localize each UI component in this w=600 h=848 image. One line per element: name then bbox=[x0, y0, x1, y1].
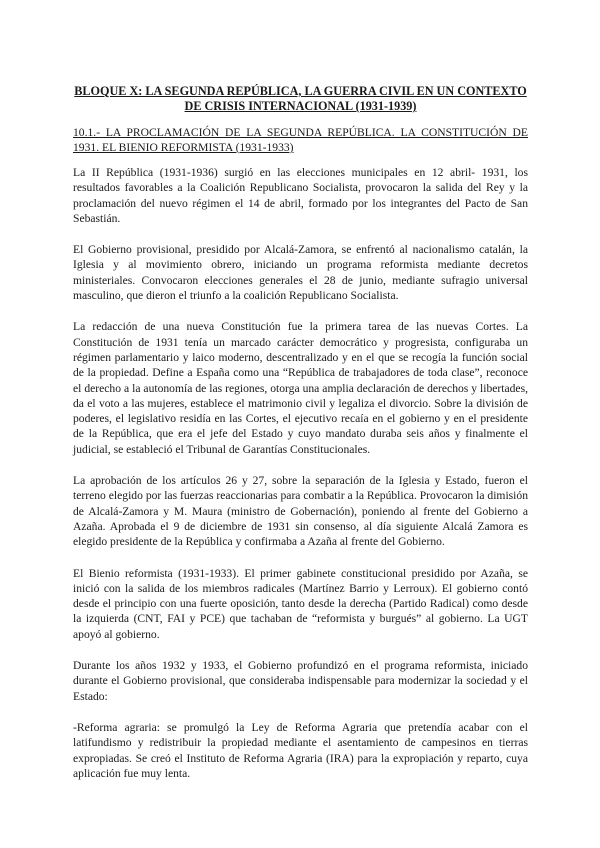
paragraph-church-state: La aprobación de los artículos 26 y 27, sobre la separación de la Iglesia y Estado, fueron el terreno elegido por las fuerzas reaccionarias para combatir a la República. Provocaron la dimisión de Alcalá-Zamora y M. Maura (ministro de Gobernación), poniendo al frente del Gobierno a Azaña. Aprobada el 9 de diciembre de 1931 sin consenso, al día siguiente Alcalá Zamora es elegido presidente de la República y confirmaba a Azaña al frente del Gobierno. bbox=[73, 474, 528, 549]
paragraph-provisional-government: El Gobierno provisional, presidido por Alcalá-Zamora, se enfrentó al nacionalismo catalán, la Iglesia y al movimiento obrero, iniciando un programa reformista mediante decretos ministeriales. Convocaron elecciones generales el 28 de junio, mediante sufragio universal masculino, que dieron el triunfo a la coalición Republicano Socialista. bbox=[73, 243, 528, 303]
paragraph-reformist-biennium: El Bienio reformista (1931-1933). El primer gabinete constitucional presidido por Azaña, se inició con la salida de los miembros radicales (Martínez Barrio y Lerroux). El gobierno contó desde el principio con una fuerte oposición, tanto desde la derecha (Partido Radical) como desde la izquierda (CNT, FAI y PCE) que tachaban de “reformista y burgués” al gobierno. La UGT apoyó al gobierno. bbox=[73, 566, 528, 641]
paragraph-proclamation: La II República (1931-1936) surgió en las elecciones municipales en 12 abril- 1931, los resultados favorables a la Coalición Republicano Socialista, provocaron la salida del Rey y la proclamación del nuevo régimen el 14 de abril, formado por los integrantes del Pacto de San Sebastián. bbox=[73, 166, 528, 225]
section-heading: 10.1.- LA PROCLAMACIÓN DE LA SEGUNDA REPÚBLICA. LA CONSTITUCIÓN DE 1931. EL BIENIO REFORMISTA (1931-1933) bbox=[73, 126, 528, 154]
paragraph-reform-program: Durante los años 1932 y 1933, el Gobierno profundizó en el programa reformista, iniciado durante el Gobierno provisional, que consideraba indispensable para modernizar la sociedad y el Estado: bbox=[73, 659, 528, 703]
paragraph-constitution: La redacción de una nueva Constitución fue la primera tarea de las nuevas Cortes. La Constitución de 1931 tenía un marcado carácter democrático y progresista, configuraba un régimen parlamentario y laico moderno, descentralizado y en el que se recogía la función social de la propiedad. Define a España como una “República de trabajadores de toda clase”, reconoce el derecho a la autonomía de las regiones, otorga una amplia declaración de derechos y libertades, da el voto a las mujeres, establece el matrimonio civil y legaliza el divorcio. Sobre la división de poderes, el legislativo residía en las Cortes, el ejecutivo recaía en el gobierno y en el presidente de la República, que era el jefe del Estado y cuyo mandato duraba seis años y finalmente el judicial, se estableció el Tribunal de Garantías Constitucionales. bbox=[73, 320, 528, 456]
document-title: BLOQUE X: LA SEGUNDA REPÚBLICA, LA GUERRA CIVIL EN UN CONTEXTO DE CRISIS INTERNACIONAL (1931-1939) bbox=[74, 84, 527, 113]
document-body bbox=[73, 84, 528, 797]
paragraph-agrarian-reform: -Reforma agraria: se promulgó la Ley de Reforma Agraria que pretendía acabar con el latifundismo y redistribuir la propiedad mediante el asentamiento de campesinos en tierras expropiadas. Se creó el Instituto de Reforma Agraria (IRA) para la expropiación y reparto, cuya aplicación fue muy lenta. bbox=[73, 720, 528, 780]
